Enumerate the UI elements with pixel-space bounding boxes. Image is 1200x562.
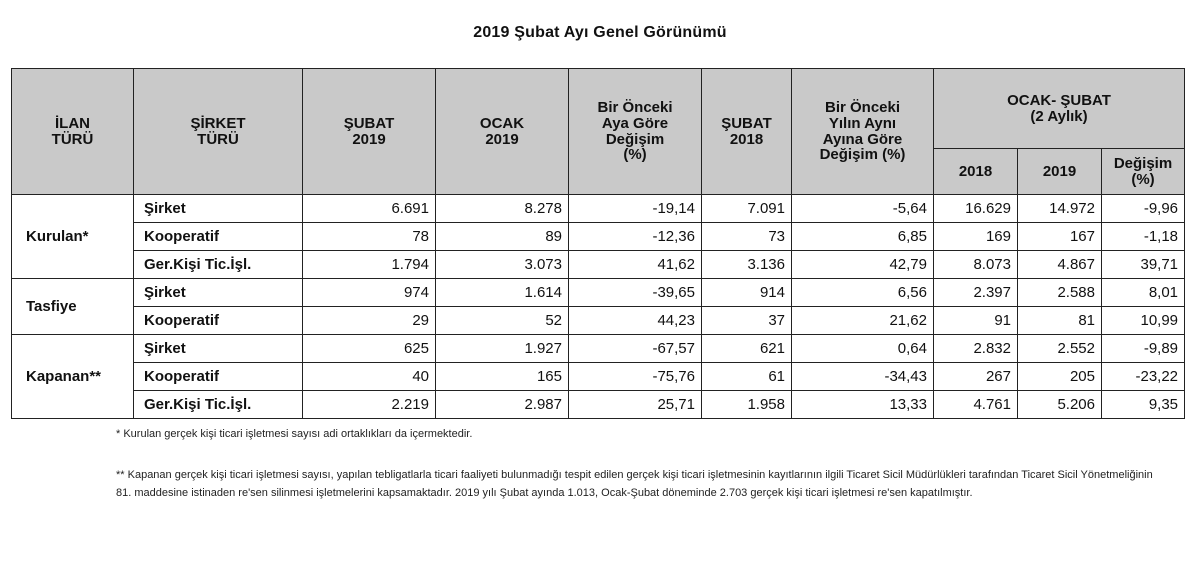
cell-aya-degisim: 25,71	[569, 391, 702, 419]
cell-cum-2018: 169	[934, 223, 1018, 251]
cell-ocak-2019: 2.987	[436, 391, 569, 419]
table-row	[12, 251, 1185, 279]
cell-yil-degisim: 13,33	[792, 391, 934, 419]
summary-table	[11, 68, 1185, 419]
cell-cum-2019: 5.206	[1018, 391, 1102, 419]
cell-subat-2018: 914	[702, 279, 792, 307]
header-subat-2019: ŞUBAT 2019	[303, 69, 436, 195]
footnote-kurulan: * Kurulan gerçek kişi ticari işletmesi sayısı adi ortaklıkları da içermektedir.	[116, 428, 473, 440]
cell-subat-2018: 621	[702, 335, 792, 363]
header-ocak-subat: OCAK- ŞUBAT (2 Aylık)	[934, 69, 1185, 149]
cell-yil-degisim: -34,43	[792, 363, 934, 391]
cell-subat-2018: 3.136	[702, 251, 792, 279]
cell-cum-degisim: 39,71	[1102, 251, 1185, 279]
cell-cum-degisim: -9,96	[1102, 195, 1185, 223]
cell-aya-degisim: -12,36	[569, 223, 702, 251]
table-row	[12, 223, 1185, 251]
table-row	[12, 391, 1185, 419]
header-ilan-turu: İLAN TÜRÜ	[12, 69, 134, 195]
header-bir-onceki-yil: Bir Önceki Yılın Aynı Ayına Göre Değişim (%)	[792, 69, 934, 195]
cell-cum-degisim: -9,89	[1102, 335, 1185, 363]
row-label: Kooperatif	[134, 223, 303, 251]
cell-ocak-2019: 89	[436, 223, 569, 251]
cell-cum-2019: 81	[1018, 307, 1102, 335]
cell-cum-2019: 2.552	[1018, 335, 1102, 363]
cell-yil-degisim: 6,56	[792, 279, 934, 307]
cell-cum-2019: 205	[1018, 363, 1102, 391]
cell-cum-2018: 267	[934, 363, 1018, 391]
cell-yil-degisim: 6,85	[792, 223, 934, 251]
cell-subat-2018: 37	[702, 307, 792, 335]
cell-subat-2018: 73	[702, 223, 792, 251]
cell-ocak-2019: 165	[436, 363, 569, 391]
cell-subat-2019: 40	[303, 363, 436, 391]
cell-cum-degisim: 9,35	[1102, 391, 1185, 419]
header-year-2018: 2018	[934, 149, 1018, 195]
cell-cum-2019: 2.588	[1018, 279, 1102, 307]
cell-subat-2019: 78	[303, 223, 436, 251]
row-label: Kooperatif	[134, 363, 303, 391]
cell-cum-2018: 2.832	[934, 335, 1018, 363]
cell-subat-2019: 974	[303, 279, 436, 307]
row-label: Ger.Kişi Tic.İşl.	[134, 391, 303, 419]
cell-subat-2018: 61	[702, 363, 792, 391]
cell-ocak-2019: 3.073	[436, 251, 569, 279]
row-label: Şirket	[134, 335, 303, 363]
cell-subat-2019: 625	[303, 335, 436, 363]
cell-cum-2018: 91	[934, 307, 1018, 335]
cell-cum-degisim: -23,22	[1102, 363, 1185, 391]
cell-cum-2019: 167	[1018, 223, 1102, 251]
row-label: Şirket	[134, 195, 303, 223]
table-row	[12, 307, 1185, 335]
table-row	[12, 363, 1185, 391]
table-row	[12, 279, 1185, 307]
row-label: Kooperatif	[134, 307, 303, 335]
cell-cum-2018: 2.397	[934, 279, 1018, 307]
header-bir-onceki-aya: Bir Önceki Aya Göre Değişim (%)	[569, 69, 702, 195]
cell-subat-2019: 2.219	[303, 391, 436, 419]
group-kapanan: Kapanan**	[12, 335, 134, 419]
cell-subat-2019: 1.794	[303, 251, 436, 279]
cell-ocak-2019: 1.927	[436, 335, 569, 363]
header-degisim: Değişim (%)	[1102, 149, 1185, 195]
cell-yil-degisim: 21,62	[792, 307, 934, 335]
cell-subat-2019: 6.691	[303, 195, 436, 223]
cell-aya-degisim: 44,23	[569, 307, 702, 335]
cell-aya-degisim: -67,57	[569, 335, 702, 363]
cell-cum-degisim: -1,18	[1102, 223, 1185, 251]
cell-yil-degisim: 42,79	[792, 251, 934, 279]
cell-cum-2018: 16.629	[934, 195, 1018, 223]
header-sirket-turu: ŞİRKET TÜRÜ	[134, 69, 303, 195]
table-row	[12, 335, 1185, 363]
table-row	[12, 195, 1185, 223]
header-year-2019: 2019	[1018, 149, 1102, 195]
group-kurulan: Kurulan*	[12, 195, 134, 279]
cell-ocak-2019: 1.614	[436, 279, 569, 307]
cell-yil-degisim: -5,64	[792, 195, 934, 223]
footnote-kapanan: ** Kapanan gerçek kişi ticari işletmesi sayısı, yapılan tebligatlarla ticari faaliyeti bulunmadığı tespit edilen gerçek kişi ticari işletmesinin kayıtlarının ilgili Ticaret Sicil Müdürlükleri tarafından Ticaret Sicil Yönetmeliğinin 81. maddesine istinaden re'sen silinmesi işletmelerini kapsamaktadır. 2019 yılı Şubat ayında 1.013, Ocak-Şubat döneminde 2.703 gerçek kişi ticari işletmesi re'sen kapatılmıştır.	[116, 469, 1153, 499]
cell-ocak-2019: 52	[436, 307, 569, 335]
row-label: Şirket	[134, 279, 303, 307]
cell-subat-2019: 29	[303, 307, 436, 335]
cell-aya-degisim: 41,62	[569, 251, 702, 279]
cell-cum-2019: 14.972	[1018, 195, 1102, 223]
cell-aya-degisim: -19,14	[569, 195, 702, 223]
header-subat-2018: ŞUBAT 2018	[702, 69, 792, 195]
row-label: Ger.Kişi Tic.İşl.	[134, 251, 303, 279]
page-title: 2019 Şubat Ayı Genel Görünümü	[473, 24, 727, 41]
cell-yil-degisim: 0,64	[792, 335, 934, 363]
header-ocak-2019: OCAK 2019	[436, 69, 569, 195]
cell-subat-2018: 1.958	[702, 391, 792, 419]
cell-ocak-2019: 8.278	[436, 195, 569, 223]
cell-cum-degisim: 8,01	[1102, 279, 1185, 307]
header-row	[12, 69, 1185, 149]
cell-cum-2018: 4.761	[934, 391, 1018, 419]
cell-aya-degisim: -75,76	[569, 363, 702, 391]
cell-cum-2019: 4.867	[1018, 251, 1102, 279]
cell-aya-degisim: -39,65	[569, 279, 702, 307]
cell-cum-degisim: 10,99	[1102, 307, 1185, 335]
cell-subat-2018: 7.091	[702, 195, 792, 223]
cell-cum-2018: 8.073	[934, 251, 1018, 279]
group-tasfiye: Tasfiye	[12, 279, 134, 335]
